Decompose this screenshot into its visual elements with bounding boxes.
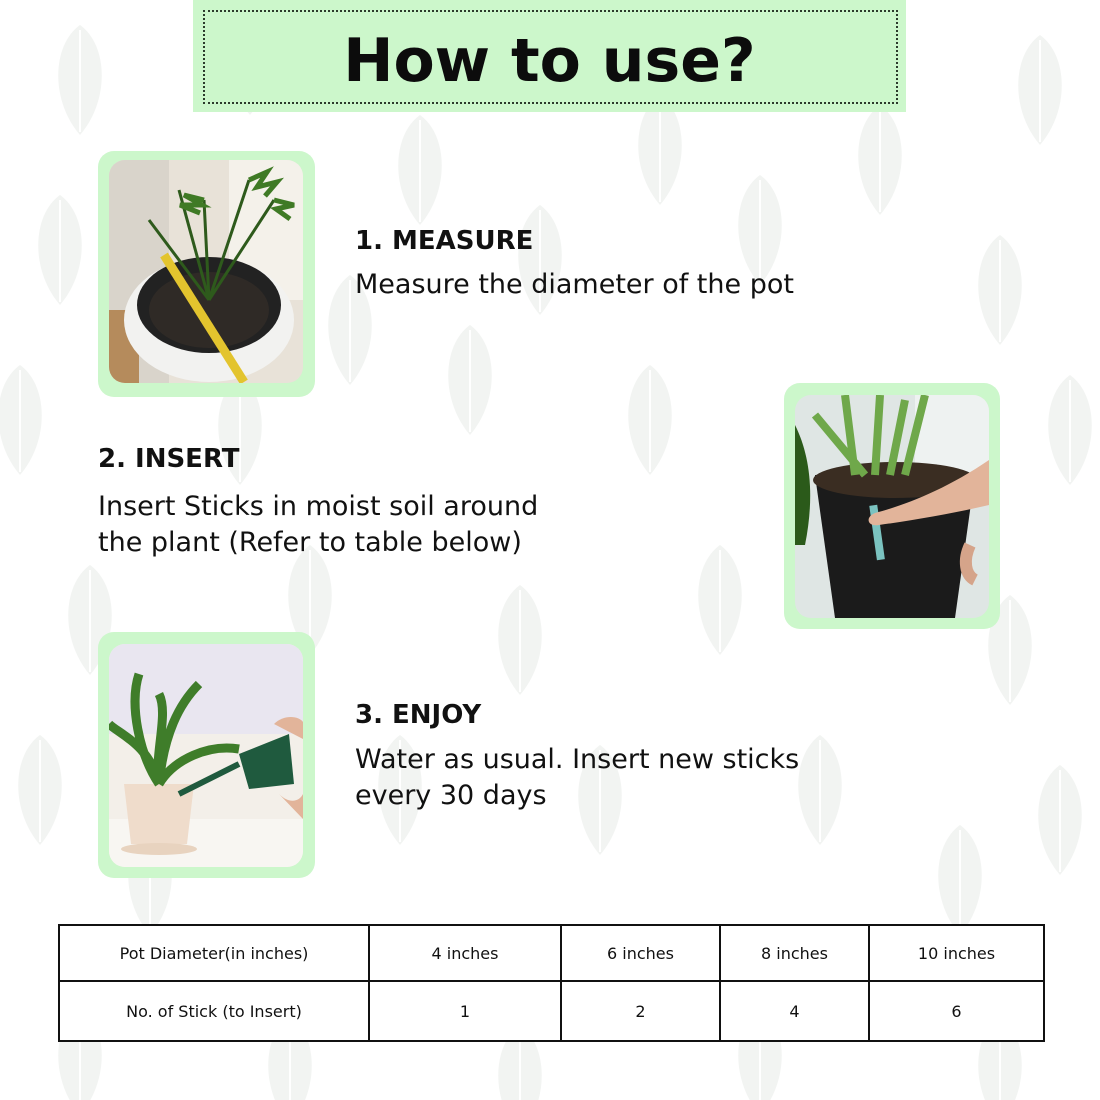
stick-count-cell: 1 xyxy=(369,981,561,1041)
step-3-text-line: every 30 days xyxy=(355,780,547,811)
plant-pot-measuring-tape-image xyxy=(109,160,303,383)
title-banner xyxy=(193,0,906,112)
finger-inserting-stick-image xyxy=(795,395,989,618)
step-2-text-line: Insert Sticks in moist soil around xyxy=(98,491,539,522)
watering-can-over-plant-image xyxy=(109,644,303,867)
step-3-photo xyxy=(109,644,303,867)
stick-count-cell: 4 xyxy=(720,981,869,1041)
stick-count-cell: 6 xyxy=(869,981,1044,1041)
step-2-text-line: the plant (Refer to table below) xyxy=(98,527,522,558)
step-3-heading: 3. ENJOY xyxy=(355,700,482,730)
table-row xyxy=(59,981,1044,1041)
pot-diameter-table xyxy=(58,924,1045,1042)
step-3-text xyxy=(355,742,799,814)
table-row-header: Pot Diameter(in inches) xyxy=(59,925,369,981)
step-2-text xyxy=(98,489,538,561)
table-row-header: No. of Stick (to Insert) xyxy=(59,981,369,1041)
diameter-cell: 10 inches xyxy=(869,925,1044,981)
step-3-text-line: Water as usual. Insert new sticks xyxy=(355,744,800,775)
step-2-heading: 2. INSERT xyxy=(98,444,240,474)
stick-count-cell: 2 xyxy=(561,981,720,1041)
step-1-text-line: Measure the diameter of the pot xyxy=(355,269,794,300)
step-1-photo xyxy=(109,160,303,383)
diameter-cell: 6 inches xyxy=(561,925,720,981)
table-row xyxy=(59,925,1044,981)
step-1-heading: 1. MEASURE xyxy=(355,226,534,256)
page-title: How to use? xyxy=(343,26,756,96)
diameter-cell: 8 inches xyxy=(720,925,869,981)
step-1-text xyxy=(355,267,794,303)
step-2-photo xyxy=(795,395,989,618)
diameter-cell: 4 inches xyxy=(369,925,561,981)
